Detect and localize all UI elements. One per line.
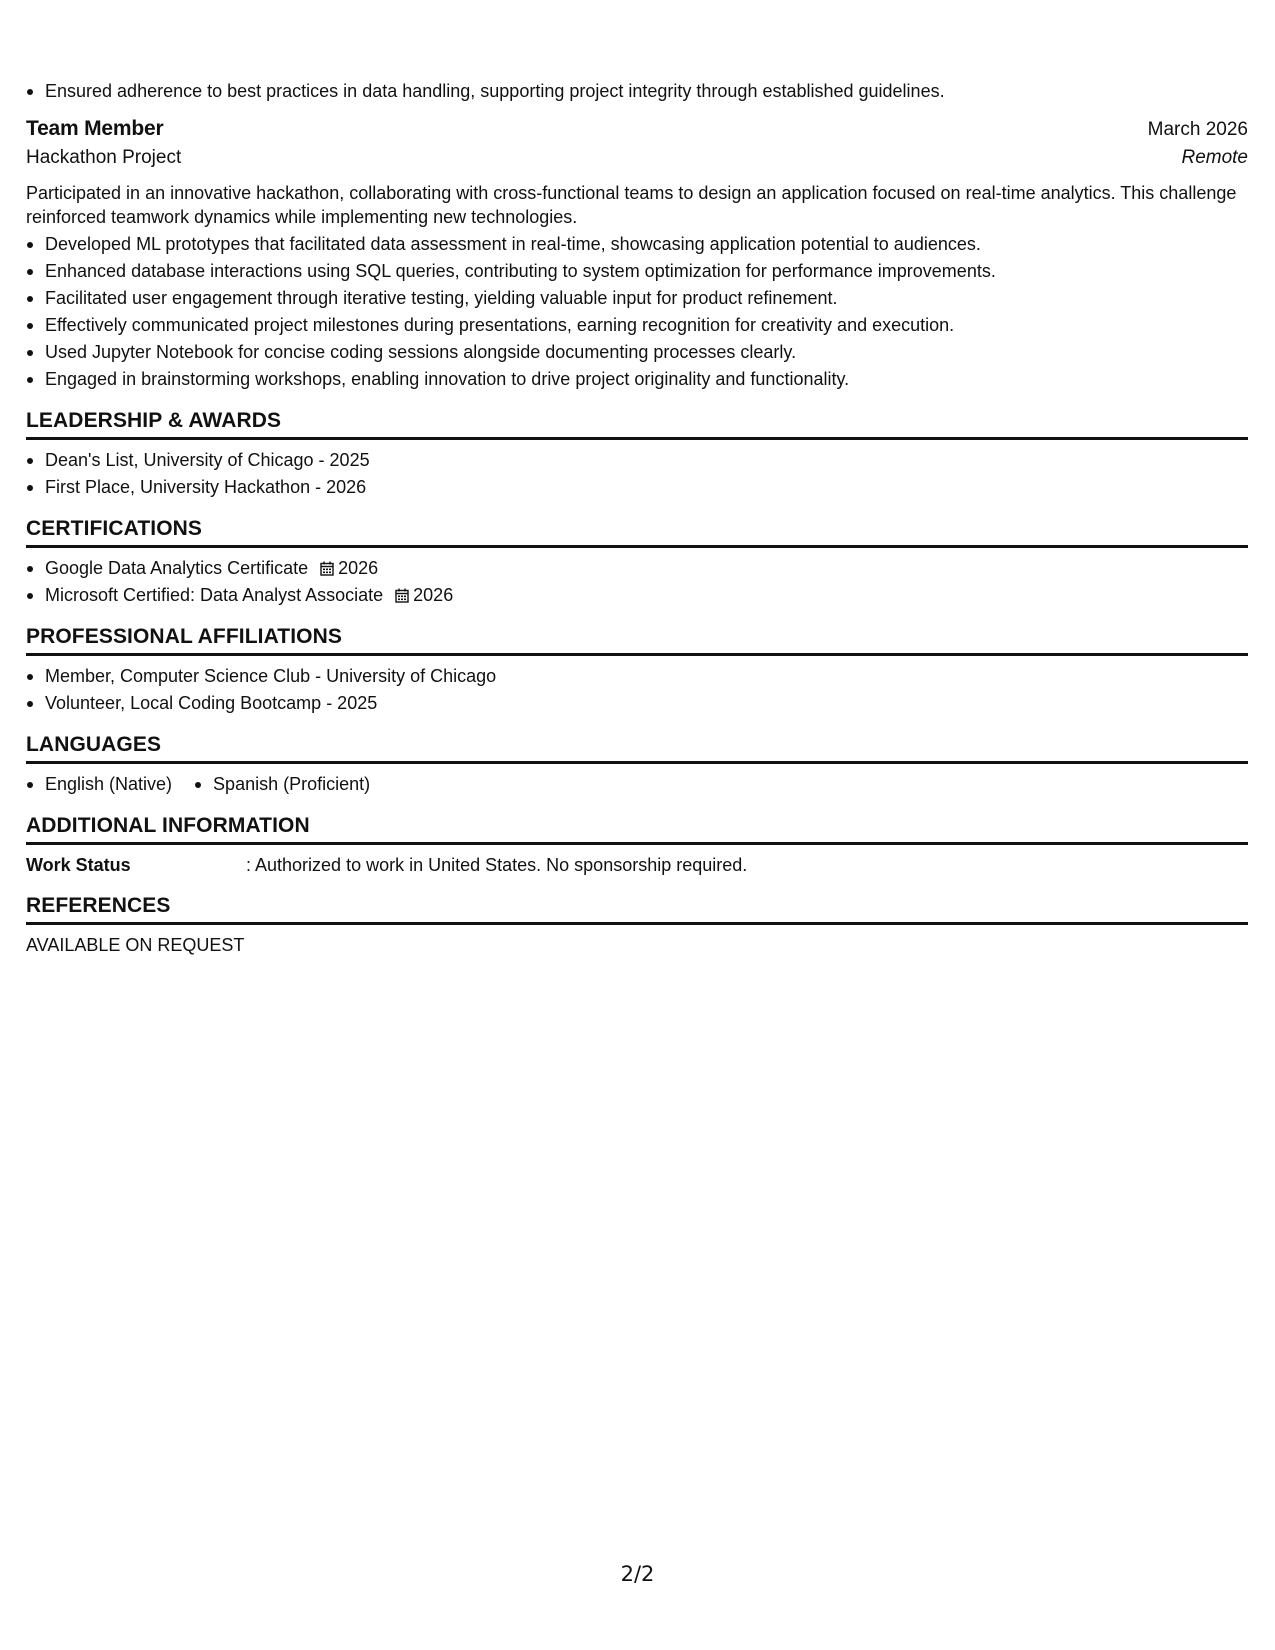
- certifications-list: [26, 555, 1248, 609]
- additional-info-section: [26, 812, 1248, 878]
- section-title: REFERENCES: [26, 892, 1248, 925]
- job-subheader: [26, 147, 1248, 179]
- job-bullets: [26, 231, 1248, 393]
- bullet-item: Enhanced database interactions using SQL queries, contributing to system optimization for performance improvements.: [26, 258, 1248, 285]
- calendar-icon: [320, 561, 334, 576]
- list-item: Spanish (Proficient): [194, 771, 370, 798]
- job-location: Remote: [1181, 147, 1248, 168]
- list-item: [26, 555, 1248, 582]
- work-status-value: : Authorized to work in United States. No sponsorship required.: [246, 855, 748, 875]
- list-item: Member, Computer Science Club - University of Chicago: [26, 663, 1248, 690]
- affiliations-section: [26, 623, 1248, 717]
- list-item: Volunteer, Local Coding Bootcamp - 2025: [26, 690, 1248, 717]
- section-title: LEADERSHIP & AWARDS: [26, 407, 1248, 440]
- section-title: ADDITIONAL INFORMATION: [26, 812, 1248, 845]
- certifications-section: [26, 515, 1248, 609]
- languages-list: [26, 771, 1248, 798]
- leadership-section: [26, 407, 1248, 501]
- work-status-label: Work Status: [26, 855, 131, 875]
- bullet-item: Engaged in brainstorming workshops, enabling innovation to drive project originality and functionality.: [26, 366, 1248, 393]
- list-item: Dean's List, University of Chicago - 2025: [26, 447, 1248, 474]
- calendar-icon: [395, 588, 409, 603]
- bullet-item: Effectively communicated project milestones during presentations, earning recognition for creativity and execution.: [26, 312, 1248, 339]
- previous-job-bullets: [26, 78, 1248, 105]
- certification-name: Google Data Analytics Certificate: [45, 558, 309, 578]
- job-title: Team Member: [26, 117, 164, 140]
- job-description: Participated in an innovative hackathon, collaborating with cross-functional teams to design an application focused on real-time analytics. This challenge reinforced teamwork dynamics while implementing new technologies.: [26, 183, 1237, 227]
- languages-section: [26, 731, 1248, 798]
- certification-name: Microsoft Certified: Data Analyst Associate: [45, 585, 384, 605]
- section-title: PROFESSIONAL AFFILIATIONS: [26, 623, 1248, 656]
- job-organization: Hackathon Project: [26, 147, 182, 168]
- bullet-item: Used Jupyter Notebook for concise coding sessions alongside documenting processes clearly.: [26, 339, 1248, 366]
- list-item: English (Native): [26, 771, 172, 798]
- section-title: LANGUAGES: [26, 731, 1248, 764]
- job-date: March 2026: [1147, 119, 1248, 140]
- list-item: First Place, University Hackathon - 2026: [26, 474, 1248, 501]
- references-text: AVAILABLE ON REQUEST: [26, 935, 245, 955]
- affiliations-list: [26, 663, 1248, 717]
- work-status-row: [26, 852, 1248, 878]
- list-item: [26, 582, 1248, 609]
- section-title: CERTIFICATIONS: [26, 515, 1248, 548]
- bullet-item: Facilitated user engagement through iterative testing, yielding valuable input for product refinement.: [26, 285, 1248, 312]
- leadership-list: [26, 447, 1248, 501]
- certification-year: 2026: [338, 558, 379, 578]
- certification-year: 2026: [413, 585, 454, 605]
- resume-page: [26, 78, 1248, 958]
- job-header: [26, 117, 1248, 147]
- bullet-item: Ensured adherence to best practices in data handling, supporting project integrity through established guidelines.: [26, 78, 1248, 105]
- bullet-item: Developed ML prototypes that facilitated data assessment in real-time, showcasing application potential to audiences.: [26, 231, 1248, 258]
- page-number: 2/2: [620, 1562, 655, 1586]
- references-section: [26, 892, 1248, 958]
